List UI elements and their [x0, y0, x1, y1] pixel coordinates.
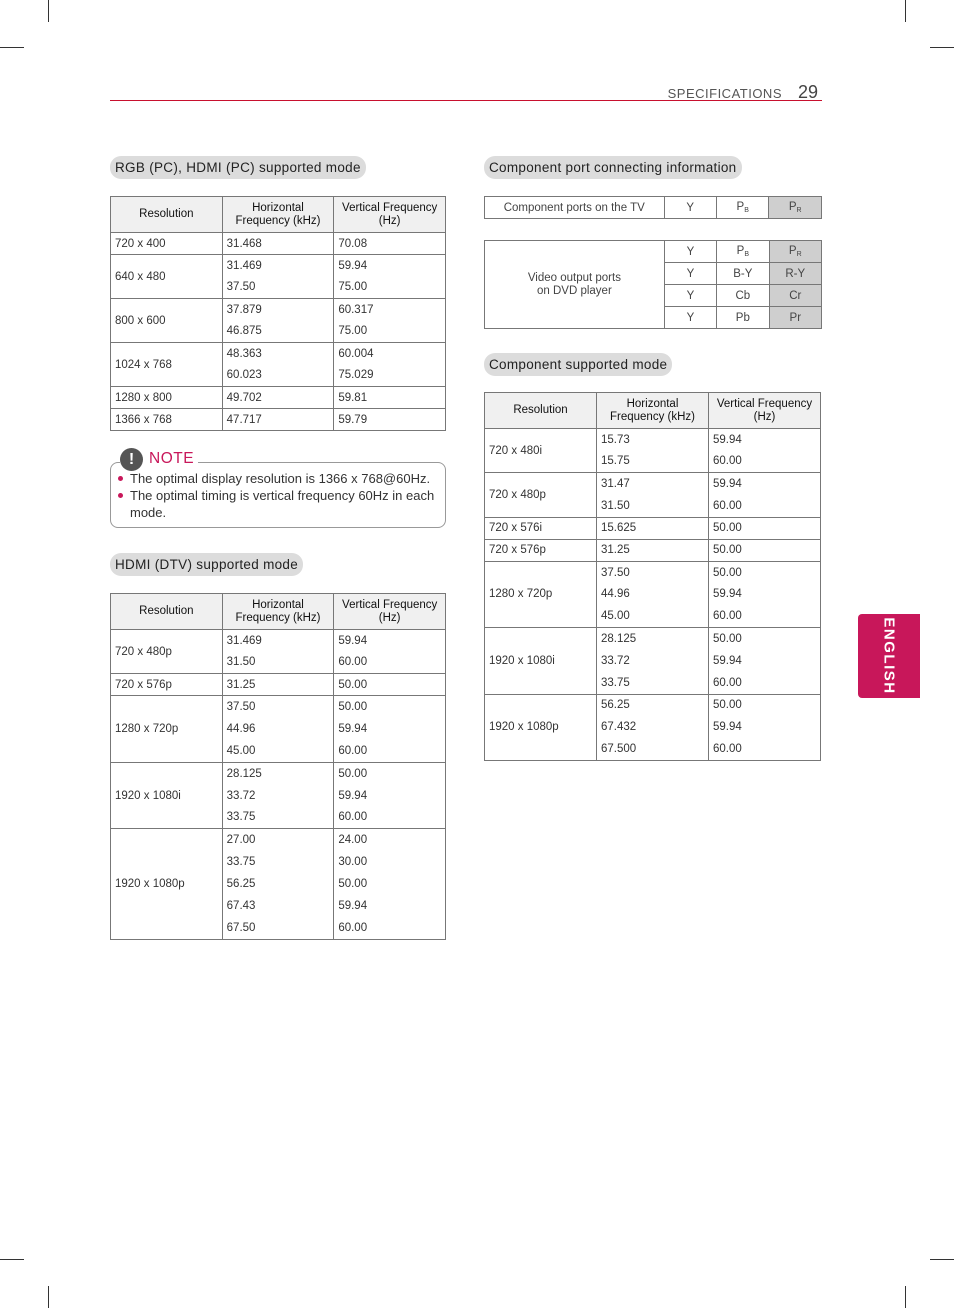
- horizontal-frequency-cell: 56.25: [222, 873, 334, 895]
- resolution-cell: 1280 x 720p: [485, 561, 597, 627]
- vertical-frequency-cell: 60.00: [709, 451, 821, 473]
- horizontal-frequency-cell: 33.72: [222, 784, 334, 806]
- dvd-port: Pr: [769, 307, 821, 329]
- component-mode-table: [484, 392, 821, 761]
- crop-mark: [930, 47, 954, 48]
- dvd-port: Pb: [717, 307, 769, 329]
- vertical-frequency-cell: 60.00: [709, 672, 821, 694]
- vertical-frequency-cell: 50.00: [334, 674, 446, 696]
- language-tab-label: ENGLISH: [880, 617, 898, 695]
- resolution-cell: 1024 x 768: [111, 343, 223, 387]
- note-item: The optimal timing is vertical frequency 60Hz in each mode.: [116, 487, 442, 521]
- port-pb: $P_B$: [716, 197, 769, 219]
- table-row: [485, 694, 821, 716]
- horizontal-frequency-cell: 56.25: [597, 694, 709, 716]
- vertical-frequency-cell: 30.00: [334, 851, 446, 873]
- dvd-port: $P_R$: [769, 241, 821, 263]
- table-row: [111, 696, 446, 718]
- vertical-frequency-cell: 50.00: [709, 694, 821, 716]
- column-header: Resolution: [111, 594, 223, 630]
- port-y: Y: [664, 197, 716, 219]
- horizontal-frequency-cell: 31.468: [222, 233, 334, 255]
- horizontal-frequency-cell: 44.96: [222, 718, 334, 740]
- vertical-frequency-cell: 59.94: [709, 429, 821, 451]
- table-row: [485, 539, 821, 561]
- crop-mark: [930, 1259, 954, 1260]
- vertical-frequency-cell: 60.004: [334, 343, 446, 365]
- resolution-cell: 800 x 600: [111, 299, 223, 343]
- page-number: 29: [798, 82, 819, 102]
- resolution-cell: 1280 x 720p: [111, 696, 223, 762]
- vertical-frequency-cell: 50.00: [709, 628, 821, 650]
- horizontal-frequency-cell: 46.875: [222, 321, 334, 343]
- table-row: [111, 762, 446, 784]
- vertical-frequency-cell: 59.94: [709, 716, 821, 738]
- dvd-port: Y: [664, 241, 716, 263]
- horizontal-frequency-cell: 67.43: [222, 895, 334, 917]
- resolution-cell: 640 x 480: [111, 255, 223, 299]
- vertical-frequency-cell: 59.94: [709, 473, 821, 495]
- dvd-ports-label: Video output ports on DVD player: [485, 241, 665, 329]
- horizontal-frequency-cell: 45.00: [597, 606, 709, 628]
- horizontal-frequency-cell: 31.469: [222, 630, 334, 652]
- resolution-cell: 720 x 576p: [111, 674, 223, 696]
- vertical-frequency-cell: 60.00: [334, 917, 446, 939]
- note-label: NOTE: [149, 450, 195, 467]
- vertical-frequency-cell: 59.94: [334, 718, 446, 740]
- vertical-frequency-cell: 59.94: [334, 255, 446, 277]
- hdmi-mode-table: [110, 593, 446, 940]
- column-header: Horizontal Frequency (kHz): [597, 393, 709, 429]
- column-header: Resolution: [485, 393, 597, 429]
- component-mode-title: Component supported mode: [484, 353, 672, 376]
- table-row: [111, 255, 446, 277]
- vertical-frequency-cell: 59.94: [709, 583, 821, 605]
- vertical-frequency-cell: 50.00: [709, 517, 821, 539]
- note-item: The optimal display resolution is 1366 x 768@60Hz.: [116, 470, 442, 487]
- vertical-frequency-cell: 59.79: [334, 409, 446, 431]
- table-row: [111, 299, 446, 321]
- vertical-frequency-cell: 60.317: [334, 299, 446, 321]
- horizontal-frequency-cell: 31.25: [597, 539, 709, 561]
- tv-ports-table: [484, 196, 822, 219]
- table-row: [111, 409, 446, 431]
- vertical-frequency-cell: 50.00: [709, 561, 821, 583]
- horizontal-frequency-cell: 47.717: [222, 409, 334, 431]
- horizontal-frequency-cell: 60.023: [222, 365, 334, 387]
- column-header: Vertical Frequency (Hz): [334, 197, 446, 233]
- horizontal-frequency-cell: 31.47: [597, 473, 709, 495]
- vertical-frequency-cell: 75.00: [334, 277, 446, 299]
- dvd-ports-table: [484, 240, 822, 329]
- vertical-frequency-cell: 60.00: [334, 740, 446, 762]
- horizontal-frequency-cell: 33.75: [597, 672, 709, 694]
- vertical-frequency-cell: 59.94: [334, 895, 446, 917]
- vertical-frequency-cell: 50.00: [334, 873, 446, 895]
- crop-mark: [48, 0, 49, 22]
- note-header: [120, 446, 198, 472]
- dvd-port: Cb: [717, 285, 769, 307]
- table-row: [111, 343, 446, 365]
- horizontal-frequency-cell: 67.50: [222, 917, 334, 939]
- vertical-frequency-cell: 60.00: [334, 652, 446, 674]
- rgb-section-title: RGB (PC), HDMI (PC) supported mode: [110, 156, 366, 179]
- table-row: [485, 429, 821, 451]
- resolution-cell: 1920 x 1080p: [111, 829, 223, 940]
- crop-mark: [905, 0, 906, 22]
- dvd-port: B-Y: [717, 263, 769, 285]
- dvd-port: Y: [664, 263, 716, 285]
- vertical-frequency-cell: 59.94: [334, 784, 446, 806]
- hdmi-section-title: HDMI (DTV) supported mode: [110, 553, 303, 576]
- horizontal-frequency-cell: 49.702: [222, 387, 334, 409]
- horizontal-frequency-cell: 67.500: [597, 738, 709, 760]
- horizontal-frequency-cell: 45.00: [222, 740, 334, 762]
- resolution-cell: 720 x 400: [111, 233, 223, 255]
- horizontal-frequency-cell: 15.75: [597, 451, 709, 473]
- horizontal-frequency-cell: 67.432: [597, 716, 709, 738]
- resolution-cell: 720 x 576i: [485, 517, 597, 539]
- resolution-cell: 720 x 480p: [485, 473, 597, 517]
- crop-mark: [0, 1259, 24, 1260]
- table-row: [111, 630, 446, 652]
- language-tab: [858, 614, 920, 698]
- crop-mark: [0, 47, 24, 48]
- horizontal-frequency-cell: 33.72: [597, 650, 709, 672]
- table-row: [485, 473, 821, 495]
- vertical-frequency-cell: 60.00: [709, 606, 821, 628]
- crop-mark: [48, 1286, 49, 1308]
- horizontal-frequency-cell: 37.879: [222, 299, 334, 321]
- column-header: Resolution: [111, 197, 223, 233]
- vertical-frequency-cell: 75.00: [334, 321, 446, 343]
- vertical-frequency-cell: 50.00: [709, 539, 821, 561]
- resolution-cell: 720 x 576p: [485, 539, 597, 561]
- horizontal-frequency-cell: 37.50: [222, 696, 334, 718]
- horizontal-frequency-cell: 33.75: [222, 851, 334, 873]
- table-row: [111, 829, 446, 851]
- horizontal-frequency-cell: 31.50: [222, 652, 334, 674]
- dvd-port: Cr: [769, 285, 821, 307]
- exclamation-icon: !: [120, 448, 143, 471]
- section-title: SPECIFICATIONS: [667, 86, 782, 101]
- horizontal-frequency-cell: 15.73: [597, 429, 709, 451]
- column-header: Horizontal Frequency (kHz): [222, 594, 334, 630]
- vertical-frequency-cell: 50.00: [334, 696, 446, 718]
- vertical-frequency-cell: 60.00: [334, 807, 446, 829]
- horizontal-frequency-cell: 31.50: [597, 495, 709, 517]
- horizontal-frequency-cell: 28.125: [597, 628, 709, 650]
- resolution-cell: 720 x 480i: [485, 429, 597, 473]
- table-row: [111, 233, 446, 255]
- dvd-port: R-Y: [769, 263, 821, 285]
- resolution-cell: 1920 x 1080p: [485, 694, 597, 760]
- vertical-frequency-cell: 59.94: [709, 650, 821, 672]
- vertical-frequency-cell: 24.00: [334, 829, 446, 851]
- column-header: Vertical Frequency (Hz): [709, 393, 821, 429]
- vertical-frequency-cell: 60.00: [709, 738, 821, 760]
- horizontal-frequency-cell: 31.25: [222, 674, 334, 696]
- horizontal-frequency-cell: 15.625: [597, 517, 709, 539]
- horizontal-frequency-cell: 28.125: [222, 762, 334, 784]
- rgb-mode-table: [110, 196, 446, 431]
- port-pr: $P_R$: [769, 197, 822, 219]
- vertical-frequency-cell: 60.00: [709, 495, 821, 517]
- horizontal-frequency-cell: 37.50: [597, 561, 709, 583]
- column-header: Vertical Frequency (Hz): [334, 594, 446, 630]
- table-row: [485, 561, 821, 583]
- resolution-cell: 1366 x 768: [111, 409, 223, 431]
- dvd-port: Y: [664, 307, 716, 329]
- vertical-frequency-cell: 70.08: [334, 233, 446, 255]
- crop-mark: [905, 1286, 906, 1308]
- horizontal-frequency-cell: 31.469: [222, 255, 334, 277]
- column-header: Horizontal Frequency (kHz): [222, 197, 334, 233]
- resolution-cell: 1920 x 1080i: [111, 762, 223, 828]
- horizontal-frequency-cell: 48.363: [222, 343, 334, 365]
- table-row: [485, 628, 821, 650]
- horizontal-frequency-cell: 44.96: [597, 583, 709, 605]
- note-list: [116, 470, 442, 521]
- resolution-cell: 1280 x 800: [111, 387, 223, 409]
- horizontal-frequency-cell: 27.00: [222, 829, 334, 851]
- resolution-cell: 1920 x 1080i: [485, 628, 597, 694]
- table-row: [111, 674, 446, 696]
- horizontal-frequency-cell: 37.50: [222, 277, 334, 299]
- resolution-cell: 720 x 480p: [111, 630, 223, 674]
- tv-ports-label: Component ports on the TV: [485, 197, 665, 219]
- dvd-port: $P_B$: [717, 241, 769, 263]
- vertical-frequency-cell: 59.94: [334, 630, 446, 652]
- vertical-frequency-cell: 59.81: [334, 387, 446, 409]
- horizontal-frequency-cell: 33.75: [222, 807, 334, 829]
- vertical-frequency-cell: 50.00: [334, 762, 446, 784]
- table-row: [485, 517, 821, 539]
- component-port-title: Component port connecting information: [484, 156, 742, 179]
- dvd-port: Y: [664, 285, 716, 307]
- vertical-frequency-cell: 75.029: [334, 365, 446, 387]
- table-row: [111, 387, 446, 409]
